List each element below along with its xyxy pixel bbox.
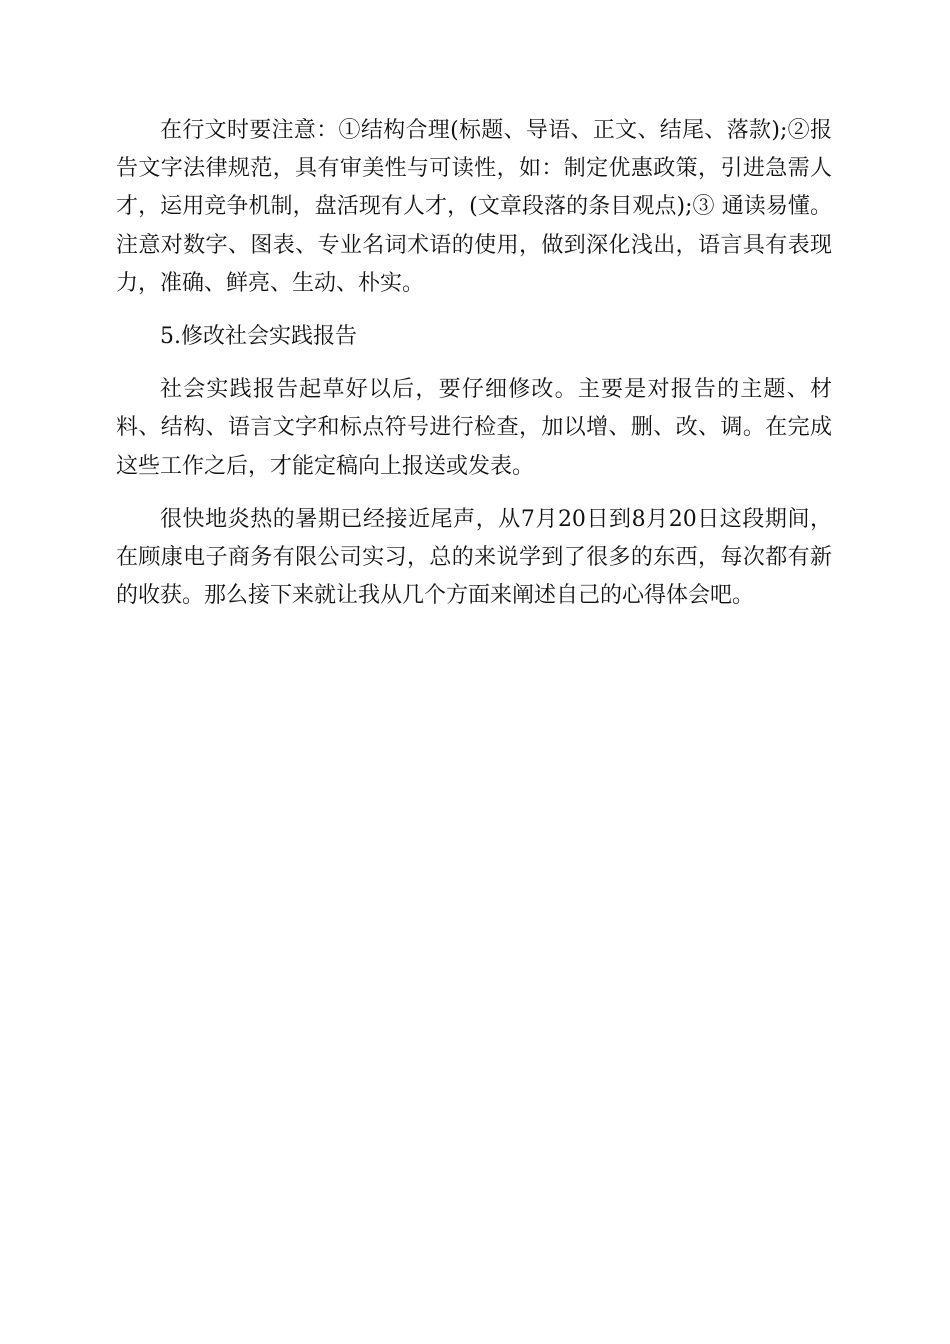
paragraph-revision: 社会实践报告起草好以后，要仔细修改。主要是对报告的主题、材料、结构、语言文字和标点符号进行检查，加以增、删、改、调。在完成这些工作之后，才能定稿向上报送或发表。 — [116, 377, 832, 479]
paragraph-writing-notes: 在行文时要注意：①结构合理(标题、导语、正文、结尾、落款);②报告文字法律规范，具有审美性与可读性，如：制定优惠政策，引进急需人才，运用竞争机制，盘活现有人才，(文章段落的条目观点);③ 通读易懂。注意对数字、图表、专业名词术语的使用，做到深化浅出，语言具有表现力，准确、鲜亮、生动、朴实。 — [116, 118, 832, 296]
paragraph-internship-intro: 很快地炎热的暑期已经接近尾声，从7月20日到8月20日这段期间，在顾康电子商务有限公司实习，总的来说学到了很多的东西，每次都有新的收获。那么接下来就让我从几个方面来阐述自己的心得体会吧。 — [116, 506, 833, 609]
document-body — [116, 112, 832, 630]
section-heading-revise-report: 5.修改社会实践报告 — [160, 324, 357, 350]
